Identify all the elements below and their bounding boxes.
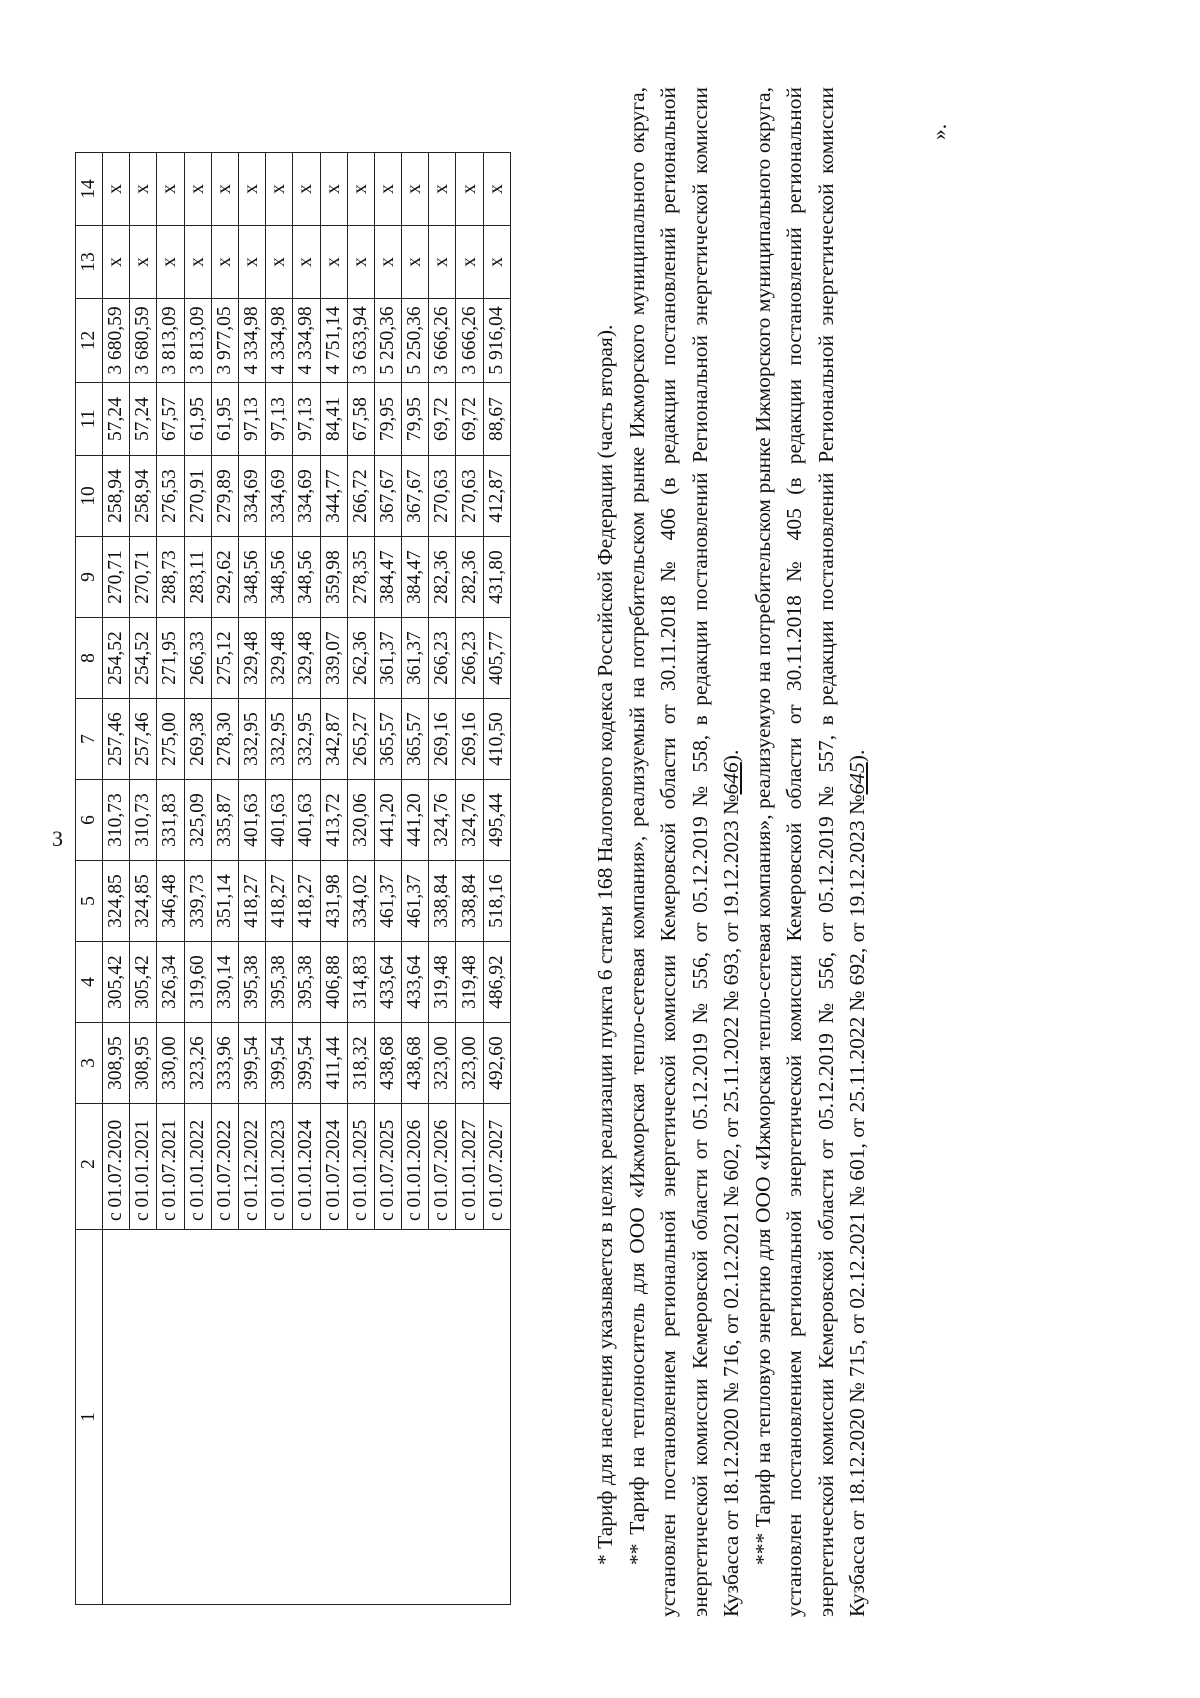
table-cell: 3 680,59 — [103, 299, 130, 383]
table-cell: 348,56 — [238, 537, 265, 618]
table-cell: 5 250,36 — [374, 299, 401, 383]
table-cell: 269,16 — [456, 699, 483, 780]
table-cell: 254,52 — [103, 618, 130, 699]
table-cell: 4 334,98 — [293, 299, 320, 383]
table-cell: 338,84 — [456, 861, 483, 942]
table-cell: 266,23 — [456, 618, 483, 699]
table-cell: х — [103, 153, 130, 226]
table-body — [103, 153, 511, 1605]
table-cell: с 01.07.2022 — [211, 1104, 238, 1230]
column-header: 12 — [76, 299, 103, 383]
table-cell: 319,48 — [456, 942, 483, 1023]
table-cell: х — [402, 153, 429, 226]
table-cell: 461,37 — [402, 861, 429, 942]
table-cell: 310,73 — [130, 780, 157, 861]
table-cell: х — [157, 153, 184, 226]
table-cell: 269,16 — [429, 699, 456, 780]
table-cell: 332,95 — [266, 699, 293, 780]
table-cell: 351,14 — [211, 861, 238, 942]
table-cell: 346,48 — [157, 861, 184, 942]
footnote-2 — [622, 87, 748, 1617]
table-cell: 438,68 — [402, 1023, 429, 1104]
table-cell: 418,27 — [293, 861, 320, 942]
table-cell: 418,27 — [266, 861, 293, 942]
table-cell: 320,06 — [347, 780, 374, 861]
table-cell: х — [266, 153, 293, 226]
table-cell: 3 977,05 — [211, 299, 238, 383]
table-cell: 399,54 — [293, 1023, 320, 1104]
table-cell: с 01.07.2025 — [374, 1104, 401, 1230]
table-cell — [103, 1230, 511, 1605]
table-cell: х — [320, 153, 347, 226]
table-cell: 492,60 — [483, 1023, 510, 1104]
table-cell: 67,57 — [157, 383, 184, 456]
table-cell: 411,44 — [320, 1023, 347, 1104]
footnote-2-end: ). — [719, 749, 743, 763]
table-cell: 332,95 — [238, 699, 265, 780]
table-cell: с 01.07.2027 — [483, 1104, 510, 1230]
table-cell: 324,85 — [103, 861, 130, 942]
page-number: 3 — [52, 826, 63, 851]
table-cell: 399,54 — [266, 1023, 293, 1104]
table-cell: 329,48 — [238, 618, 265, 699]
column-header: 8 — [76, 618, 103, 699]
table-cell: с 01.01.2024 — [293, 1104, 320, 1230]
table-cell: х — [483, 153, 510, 226]
table-cell: х — [483, 226, 510, 299]
table-cell: 282,36 — [456, 537, 483, 618]
footnotes — [590, 87, 874, 1617]
column-header: 10 — [76, 456, 103, 537]
table-cell: 441,20 — [402, 780, 429, 861]
table-cell: 308,95 — [103, 1023, 130, 1104]
table-cell: с 01.01.2022 — [184, 1104, 211, 1230]
table-cell: 359,98 — [320, 537, 347, 618]
table-cell: 331,83 — [157, 780, 184, 861]
rotated-content — [20, 65, 1180, 1655]
table-cell: 342,87 — [320, 699, 347, 780]
table-cell: 384,47 — [374, 537, 401, 618]
table-cell: 441,20 — [374, 780, 401, 861]
table-cell: х — [130, 153, 157, 226]
table-cell: 325,09 — [184, 780, 211, 861]
table-cell: х — [184, 153, 211, 226]
table-cell: х — [347, 226, 374, 299]
table-cell: х — [429, 153, 456, 226]
table-cell: 57,24 — [130, 383, 157, 456]
table-cell: 324,85 — [130, 861, 157, 942]
table-cell: 339,73 — [184, 861, 211, 942]
table-cell: 335,87 — [211, 780, 238, 861]
column-header: 6 — [76, 780, 103, 861]
table-cell: х — [320, 226, 347, 299]
table-cell: 258,94 — [103, 456, 130, 537]
table-cell: 329,48 — [293, 618, 320, 699]
table-cell: 518,16 — [483, 861, 510, 942]
table-cell: 431,80 — [483, 537, 510, 618]
table-cell: 333,96 — [211, 1023, 238, 1104]
table-cell: 3 666,26 — [429, 299, 456, 383]
table-cell: 330,14 — [211, 942, 238, 1023]
table-cell: 258,94 — [130, 456, 157, 537]
table-cell: 275,00 — [157, 699, 184, 780]
table-cell: 495,44 — [483, 780, 510, 861]
column-header: 13 — [76, 226, 103, 299]
table-cell: 3 813,09 — [157, 299, 184, 383]
table-cell: 308,95 — [130, 1023, 157, 1104]
table-cell: 433,64 — [402, 942, 429, 1023]
table-cell: с 01.01.2027 — [456, 1104, 483, 1230]
table-cell: 254,52 — [130, 618, 157, 699]
table-cell: 486,92 — [483, 942, 510, 1023]
table-cell: 433,64 — [374, 942, 401, 1023]
table-cell: 3 633,94 — [347, 299, 374, 383]
table-cell: 69,72 — [456, 383, 483, 456]
table-cell: 266,23 — [429, 618, 456, 699]
table-cell: 339,07 — [320, 618, 347, 699]
table-cell: х — [456, 153, 483, 226]
table-cell: 278,35 — [347, 537, 374, 618]
table-cell: 79,95 — [374, 383, 401, 456]
table-cell: х — [266, 226, 293, 299]
table-cell: 61,95 — [211, 383, 238, 456]
table-cell: 329,48 — [266, 618, 293, 699]
table-cell: 278,30 — [211, 699, 238, 780]
table-cell: 338,84 — [429, 861, 456, 942]
table-cell: х — [130, 226, 157, 299]
table-cell: 319,60 — [184, 942, 211, 1023]
table-cell: 395,38 — [293, 942, 320, 1023]
table-cell: х — [402, 226, 429, 299]
table-cell: х — [238, 153, 265, 226]
table-cell: 367,67 — [402, 456, 429, 537]
footnote-3 — [748, 87, 874, 1617]
table-cell: 266,33 — [184, 618, 211, 699]
table-cell: х — [374, 153, 401, 226]
table-cell: 310,73 — [103, 780, 130, 861]
table-cell: 431,98 — [320, 861, 347, 942]
table-cell: 405,77 — [483, 618, 510, 699]
table-cell: 270,71 — [130, 537, 157, 618]
table-cell: 69,72 — [429, 383, 456, 456]
table-row — [103, 153, 130, 1605]
table-cell: 438,68 — [374, 1023, 401, 1104]
footnote-2-text: ** Тариф на теплоноситель для ООО «Ижморская тепло-сетевая компания», реализуемый на потребительском рынке Ижморского муниципального округа, установлен постановлением региональной энергетической комиссии Кемеровской области от 30.11.2018 № 406 (в редакции постановлений региональной энергетической комиссии Кемеровской области от 05.12.2019 № 556, от 05.12.2019 № 558, в редакции постановлений Региональной энергетической комиссии Кузбасса от 18.12.2020 № 716, от 02.12.2021 № 602, от 25.11.2022 № 693, от 19.12.2023 № — [624, 87, 743, 1617]
table-cell: 348,56 — [293, 537, 320, 618]
table-cell: х — [157, 226, 184, 299]
table-cell: 3 813,09 — [184, 299, 211, 383]
footnote-3-end: ). — [845, 749, 869, 763]
table-cell: с 01.01.2023 — [266, 1104, 293, 1230]
table-cell: с 01.07.2024 — [320, 1104, 347, 1230]
table-cell: х — [211, 153, 238, 226]
column-header: 1 — [76, 1230, 103, 1605]
table-cell: 282,36 — [429, 537, 456, 618]
table-cell: х — [456, 226, 483, 299]
table-cell: 323,00 — [456, 1023, 483, 1104]
table-cell: 270,71 — [103, 537, 130, 618]
table-cell: 97,13 — [266, 383, 293, 456]
table-cell: 270,91 — [184, 456, 211, 537]
table-cell: 262,36 — [347, 618, 374, 699]
table-cell: 319,48 — [429, 942, 456, 1023]
footnote-3-text: *** Тариф на тепловую энергию для ООО «Ижморская тепло-сетевая компания», реализуемую на потребительском рынке Ижморского муниципального округа, установлен постановлением региональной энергетической комиссии Кемеровской области от 30.11.2018 № 405 (в редакции постановлений региональной энергетической комиссии Кемеровской области от 05.12.2019 № 556, от 05.12.2019 № 557, в редакции постановлений Региональной энергетической комиссии Кузбасса от 18.12.2020 № 715, от 02.12.2021 № 601, от 25.11.2022 № 692, от 19.12.2023 № — [750, 87, 869, 1617]
table-cell: 3 680,59 — [130, 299, 157, 383]
table-cell: х — [103, 226, 130, 299]
table-cell: 348,56 — [266, 537, 293, 618]
table-cell: 413,72 — [320, 780, 347, 861]
table-cell: 97,13 — [293, 383, 320, 456]
table-cell: 5 250,36 — [402, 299, 429, 383]
handwritten-number: 645 — [845, 762, 869, 795]
table-cell: 314,83 — [347, 942, 374, 1023]
table-cell: 365,57 — [402, 699, 429, 780]
table-cell: 334,69 — [293, 456, 320, 537]
column-header: 9 — [76, 537, 103, 618]
table-cell: 334,69 — [266, 456, 293, 537]
table-cell: 84,41 — [320, 383, 347, 456]
table-cell: 367,67 — [374, 456, 401, 537]
table-cell: 401,63 — [293, 780, 320, 861]
table-cell: 57,24 — [103, 383, 130, 456]
table-cell: 406,88 — [320, 942, 347, 1023]
table-cell: х — [211, 226, 238, 299]
table-cell: 4 334,98 — [266, 299, 293, 383]
table-cell: 324,76 — [429, 780, 456, 861]
table-cell: с 01.07.2026 — [429, 1104, 456, 1230]
table-cell: с 01.01.2021 — [130, 1104, 157, 1230]
table-cell: 288,73 — [157, 537, 184, 618]
column-header: 4 — [76, 942, 103, 1023]
table-cell: 399,54 — [238, 1023, 265, 1104]
table-cell: 270,63 — [429, 456, 456, 537]
table-cell: х — [293, 153, 320, 226]
tariff-table — [75, 152, 511, 1605]
table-cell: 365,57 — [374, 699, 401, 780]
table-cell: 323,00 — [429, 1023, 456, 1104]
table-cell: 275,12 — [211, 618, 238, 699]
table-cell: 269,38 — [184, 699, 211, 780]
table-cell: 344,77 — [320, 456, 347, 537]
table-header-row — [76, 153, 103, 1605]
table-cell: с 01.07.2020 — [103, 1104, 130, 1230]
table-cell: 384,47 — [402, 537, 429, 618]
table-cell: 330,00 — [157, 1023, 184, 1104]
table-cell: 4 751,14 — [320, 299, 347, 383]
table-cell: 305,42 — [130, 942, 157, 1023]
table-cell: 257,46 — [103, 699, 130, 780]
table-cell: 323,26 — [184, 1023, 211, 1104]
table-cell: с 01.12.2022 — [238, 1104, 265, 1230]
table-cell: 283,11 — [184, 537, 211, 618]
column-header: 3 — [76, 1023, 103, 1104]
table-cell: 361,37 — [374, 618, 401, 699]
table-cell: 361,37 — [402, 618, 429, 699]
table-cell: х — [374, 226, 401, 299]
table-cell: 305,42 — [103, 942, 130, 1023]
table-cell: 97,13 — [238, 383, 265, 456]
table-cell: 395,38 — [266, 942, 293, 1023]
table-cell: 266,72 — [347, 456, 374, 537]
table-cell: 270,63 — [456, 456, 483, 537]
table-cell: с 01.07.2021 — [157, 1104, 184, 1230]
footnote-1: * Тариф для населения указывается в целях реализации пункта 6 статьи 168 Налогового кодекса Российской Федерации (часть вторая). — [593, 324, 617, 1565]
table-cell: х — [184, 226, 211, 299]
table-cell: 67,58 — [347, 383, 374, 456]
table-cell: 318,32 — [347, 1023, 374, 1104]
column-header: 14 — [76, 153, 103, 226]
table-cell: х — [238, 226, 265, 299]
table-cell: 418,27 — [238, 861, 265, 942]
column-header: 5 — [76, 861, 103, 942]
table-cell: 334,69 — [238, 456, 265, 537]
table-cell: с 01.01.2026 — [402, 1104, 429, 1230]
table-cell: 5 916,04 — [483, 299, 510, 383]
table-cell: х — [293, 226, 320, 299]
table-cell: 326,34 — [157, 942, 184, 1023]
table-cell: 271,95 — [157, 618, 184, 699]
table-cell: х — [347, 153, 374, 226]
table-cell: с 01.01.2025 — [347, 1104, 374, 1230]
table-cell: 79,95 — [402, 383, 429, 456]
table-cell: 410,50 — [483, 699, 510, 780]
table-cell: 324,76 — [456, 780, 483, 861]
column-header: 11 — [76, 383, 103, 456]
table-cell: 412,87 — [483, 456, 510, 537]
table-cell: 401,63 — [266, 780, 293, 861]
table-cell: 61,95 — [184, 383, 211, 456]
table-cell: 3 666,26 — [456, 299, 483, 383]
column-header: 7 — [76, 699, 103, 780]
table-cell: 292,62 — [211, 537, 238, 618]
table-cell: 265,27 — [347, 699, 374, 780]
table-cell: 401,63 — [238, 780, 265, 861]
table-cell: 276,53 — [157, 456, 184, 537]
table-cell: 395,38 — [238, 942, 265, 1023]
table-cell: 257,46 — [130, 699, 157, 780]
table-cell: 88,67 — [483, 383, 510, 456]
column-header: 2 — [76, 1104, 103, 1230]
table-cell: 332,95 — [293, 699, 320, 780]
table-cell: 279,89 — [211, 456, 238, 537]
table-cell: х — [429, 226, 456, 299]
table-cell: 4 334,98 — [238, 299, 265, 383]
table-cell: 334,02 — [347, 861, 374, 942]
closing-quote: ». — [927, 123, 951, 140]
handwritten-number: 646 — [719, 762, 743, 795]
table-cell: 461,37 — [374, 861, 401, 942]
